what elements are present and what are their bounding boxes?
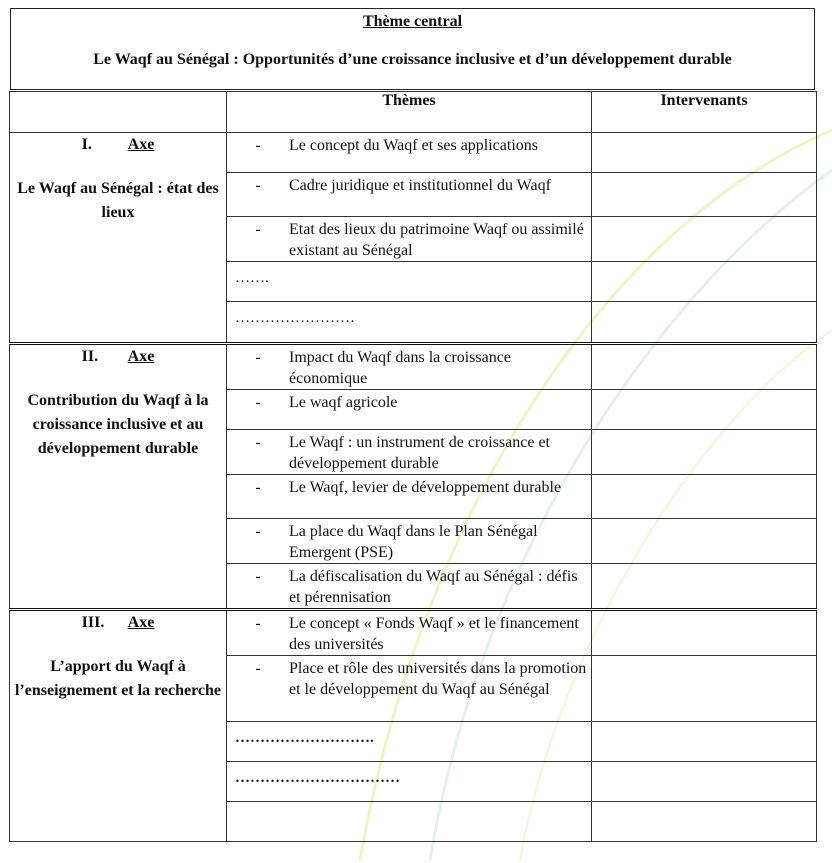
theme-cell: - La place du Waqf dans le Plan Sénégal Emergent (PSE) — [227, 519, 592, 564]
intervenant-cell — [592, 430, 817, 475]
theme-cell: - Etat des lieux du patrimoine Waqf ou assimilé existant au Sénégal — [227, 217, 592, 262]
theme-text: Place et rôle des universités dans la promotion et le développement du Waqf au Sénégal — [289, 660, 587, 698]
table-row — [10, 610, 817, 656]
axis-2-label: Axe — [127, 348, 155, 365]
axis-1-numeral: I. — [81, 136, 92, 153]
intervenant-cell — [592, 519, 817, 564]
table-header-row — [10, 92, 817, 133]
central-theme-subtitle: Le Waqf au Sénégal : Opportunités d’une croissance inclusive et d’un développement durable — [93, 51, 732, 68]
placeholder-dots: ………………………. — [235, 730, 374, 746]
theme-text: Le Waqf, levier de développement durable — [289, 479, 562, 496]
theme-cell: - La défiscalisation du Waqf au Sénégal : défis et pérennisation — [227, 564, 592, 610]
intervenant-cell — [592, 722, 817, 762]
axis-1-cell — [10, 133, 227, 344]
program-table — [9, 91, 817, 842]
axis-3-cell — [10, 610, 227, 842]
intervenant-cell — [592, 302, 817, 344]
axis-3-numeral: III. — [81, 614, 105, 631]
theme-cell: - Cadre juridique et institutionnel du Waqf — [227, 173, 592, 217]
intervenant-cell — [592, 564, 817, 610]
intervenant-cell — [592, 173, 817, 217]
intervenant-cell — [592, 133, 817, 173]
placeholder-cell — [227, 722, 592, 762]
theme-text: Etat des lieux du patrimoine Waqf ou assimilé existant au Sénégal — [289, 221, 584, 259]
empty-theme-cell — [227, 802, 592, 842]
themes-column-header: Thèmes — [227, 92, 592, 133]
placeholder-dots: ……. — [235, 270, 269, 286]
theme-text: Cadre juridique et institutionnel du Waqf — [289, 177, 551, 194]
theme-text: Impact du Waqf dans la croissance économique — [289, 349, 511, 387]
theme-cell: - Impact du Waqf dans la croissance économique — [227, 344, 592, 390]
axis-3-label: Axe — [127, 614, 155, 631]
intervenant-cell — [592, 610, 817, 656]
empty-header-cell — [10, 92, 227, 133]
intervenants-column-header: Intervenants — [592, 92, 817, 133]
theme-cell: - Le waqf agricole — [227, 390, 592, 430]
table-row — [10, 344, 817, 390]
central-theme-box — [10, 8, 815, 90]
axis-3-title: L’apport du Waqf à l’enseignement et la recherche — [14, 658, 221, 699]
theme-text: Le Waqf : un instrument de croissance et développement durable — [289, 434, 550, 472]
axis-2-title: Contribution du Waqf à la croissance inclusive et au développement durable — [27, 392, 209, 457]
intervenant-cell — [592, 656, 817, 722]
theme-cell: - Le Waqf : un instrument de croissance et développement durable — [227, 430, 592, 475]
axis-2-numeral: II. — [81, 348, 99, 365]
intervenant-cell — [592, 390, 817, 430]
theme-text: Le concept « Fonds Waqf » et le financement des universités — [289, 615, 579, 653]
theme-text: La place du Waqf dans le Plan Sénégal Emergent (PSE) — [289, 523, 538, 561]
axis-2-cell — [10, 344, 227, 610]
theme-text: La défiscalisation du Waqf au Sénégal : défis et pérennisation — [289, 568, 578, 606]
placeholder-dots: …………………… — [235, 310, 355, 326]
axis-1-label: Axe — [127, 136, 155, 153]
placeholder-dots: …………………………… — [235, 770, 400, 786]
axis-1-title: Le Waqf au Sénégal : état des lieux — [17, 180, 219, 221]
intervenant-cell — [592, 217, 817, 262]
central-theme-title: Thème central — [362, 13, 463, 30]
theme-text: Le concept du Waqf et ses applications — [289, 137, 538, 154]
theme-text: Le waqf agricole — [289, 394, 398, 411]
placeholder-cell — [227, 262, 592, 302]
placeholder-cell — [227, 302, 592, 344]
intervenant-cell — [592, 475, 817, 519]
theme-cell: - Le concept « Fonds Waqf » et le financement des universités — [227, 610, 592, 656]
intervenant-cell — [592, 802, 817, 842]
intervenant-cell — [592, 262, 817, 302]
intervenant-cell — [592, 762, 817, 802]
placeholder-cell — [227, 762, 592, 802]
theme-cell: - Le Waqf, levier de développement durable — [227, 475, 592, 519]
theme-cell: - Le concept du Waqf et ses applications — [227, 133, 592, 173]
intervenant-cell — [592, 344, 817, 390]
table-row — [10, 133, 817, 173]
theme-cell: - Place et rôle des universités dans la promotion et le développement du Waqf au Sénégal — [227, 656, 592, 722]
